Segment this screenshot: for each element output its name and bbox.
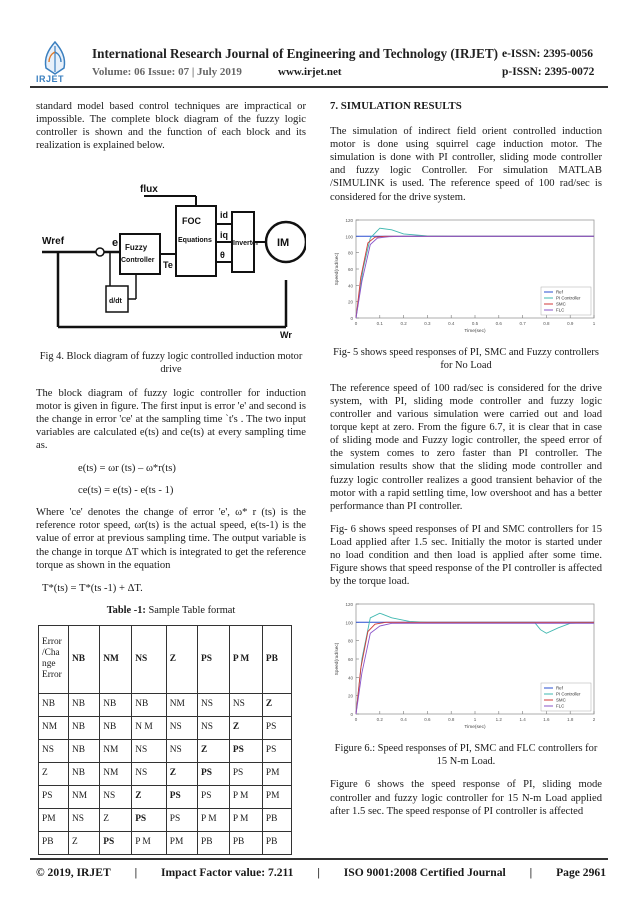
fuzzy-rule-table — [38, 625, 292, 855]
diagram-label-fuzzy: Fuzzy — [125, 243, 148, 253]
fig4-block-diagram — [36, 162, 306, 342]
header-divider — [30, 86, 608, 88]
table-cell: PM — [39, 808, 69, 831]
table-cell: P M — [132, 831, 167, 854]
table-cell: Z — [39, 762, 69, 785]
block-diagram-svg — [36, 162, 306, 342]
fig6-chart-container — [330, 598, 602, 734]
table-cell: PM — [262, 785, 291, 808]
table-header-cell: NM — [100, 625, 132, 693]
fig5-chart-container — [330, 214, 602, 338]
table-cell: PS — [262, 716, 291, 739]
x-tick-label: 1.8 — [567, 717, 574, 723]
diagram-label-im: IM — [277, 237, 290, 250]
table-cell: Z — [229, 716, 262, 739]
table-cell: NB — [69, 716, 100, 739]
equation-error: e(ts) = ωr (ts) – ω*r(ts) — [78, 463, 176, 475]
table-cell: NB — [69, 693, 100, 716]
fig5-speed-chart — [330, 214, 602, 338]
legend-entry: SMC — [556, 697, 566, 703]
x-tick-label: 0.4 — [448, 320, 455, 326]
fig5-caption: Fig- 5 shows speed responses of PI, SMC and Fuzzy controllers for No Load — [333, 346, 599, 371]
legend-box — [541, 287, 591, 315]
diagram-label-ddt: d/dt — [109, 298, 122, 306]
table-cell: PM — [166, 831, 197, 854]
x-tick-label: 0.9 — [567, 320, 574, 326]
table-cell: PS — [262, 739, 291, 762]
table-header-cell: NS — [132, 625, 167, 693]
diagram-label-te: Te — [163, 260, 173, 271]
y-axis-label: Speed(rad/sec) — [335, 642, 340, 676]
y-tick-label: 80 — [347, 638, 353, 644]
y-tick-label: 120 — [345, 602, 353, 608]
no-load-paragraph: The reference speed of 100 rad/sec is considered for the drive system, with PI, sliding mode controller and fuzzy logic controller and various simulation were carried out and load torque kept at zero. From the figure 6.7, it is clear that in case of sliding mode and Fuzzy logic controller, the speed error of the system comes to zero faster than PI controller. The simulation results show that the sliding mode controller and fuzzy logic controller realizes a good transient behavior of the motor with a rapid settling time, low overshoot and has a better performance than PI controller. — [330, 382, 602, 512]
table-row — [39, 739, 292, 762]
legend-box — [541, 683, 591, 711]
diagram-label-id: id — [220, 210, 228, 221]
diagram-label-wr: Wr — [280, 330, 292, 341]
x-tick-label: 0.4 — [400, 717, 407, 723]
load-paragraph: Fig- 6 shows speed responses of PI and SMC controllers for 15 Load applied after 1.5 sec. Initially the motor is started under no load condition and then load is applied after some time. Figure shows that speed response of the PI controller is affected by the torque load. — [330, 523, 602, 588]
equation-change-error: ce(ts) = e(ts) - e(ts - 1) — [78, 485, 174, 497]
diagram-label-foc: FOC — [182, 216, 201, 227]
legend-entry: FLC — [556, 307, 565, 313]
table-cell: Z — [262, 693, 291, 716]
table-cell: NS — [166, 716, 197, 739]
table-cell: NM — [39, 716, 69, 739]
table-cell: NS — [100, 785, 132, 808]
table-cell: Z — [132, 785, 167, 808]
fig6-paragraph: Figure 6 shows the speed response of PI, sliding mode controller and fuzzy logic controller for 15 N-m Load applied after 1.5 sec. The speed response of PI controller is affected — [330, 779, 602, 817]
table-label: Table -1: — [106, 604, 146, 616]
page-footer — [36, 866, 606, 879]
table-cell: NS — [132, 762, 167, 785]
table-cell: NM — [69, 785, 100, 808]
fig6-speed-chart — [330, 598, 602, 734]
table-cell: Z — [197, 739, 229, 762]
equation-torque: T*(ts) = T*(ts -1) + ΔT. — [42, 582, 143, 594]
y-tick-label: 20 — [347, 299, 353, 305]
table-cell: PS — [39, 785, 69, 808]
x-tick-label: 0.6 — [495, 320, 502, 326]
footer-divider — [30, 858, 608, 860]
table-cell: PB — [197, 831, 229, 854]
legend-entry: PI Controller — [556, 691, 581, 697]
table-cell: NB — [69, 739, 100, 762]
x-tick-label: 0.3 — [424, 320, 431, 326]
y-tick-label: 60 — [347, 266, 353, 272]
x-tick-label: 1.2 — [495, 717, 502, 723]
table-cell: PS — [197, 785, 229, 808]
footer-copyright: © 2019, IRJET — [36, 866, 111, 879]
diagram-label-controller: Controller — [121, 257, 155, 265]
footer-separator: | — [529, 866, 533, 879]
table-cell: NS — [132, 739, 167, 762]
table-cell: PS — [132, 808, 167, 831]
table-header-cell: P M — [229, 625, 262, 693]
table-header-cell: Error /Cha nge Error — [39, 625, 69, 693]
table-header-cell: NB — [69, 625, 100, 693]
table-cell: NS — [39, 739, 69, 762]
table-title — [36, 604, 306, 617]
p-issn: p-ISSN: 2395-0072 — [502, 66, 595, 78]
y-tick-label: 40 — [347, 282, 353, 288]
diagram-label-theta: θ — [220, 250, 225, 261]
e-issn: e-ISSN: 2395-0056 — [502, 48, 594, 60]
table-cell: Z — [166, 762, 197, 785]
footer-page-number: Page 2961 — [556, 866, 606, 879]
table-cell: PS — [197, 762, 229, 785]
table-cell: PB — [229, 831, 262, 854]
logo-text: IRJET — [36, 74, 65, 84]
x-axis-label: Time(sec) — [464, 328, 486, 334]
where-paragraph: Where 'ce' denotes the change of error 'e', ω* r (ts) is the reference rotor speed, ωr(ts) is the actual speed, e(ts-1) is the value of error at previous sampling time. The output variable is the change in torque ΔT which is integrated to get the reference torque as shown in the equation — [36, 507, 306, 571]
table-title-text: Sample Table format — [145, 604, 236, 616]
table-cell: NM — [100, 739, 132, 762]
x-tick-label: 0.2 — [376, 717, 383, 723]
diagram-label-e: e — [112, 237, 119, 250]
table-header-cell: PS — [197, 625, 229, 693]
x-tick-label: 0.2 — [400, 320, 407, 326]
y-tick-label: 120 — [345, 217, 353, 223]
x-tick-label: 0.1 — [376, 320, 383, 326]
journal-title: International Research Journal of Engineering and Technology (IRJET) — [92, 46, 499, 61]
table-cell: PS — [100, 831, 132, 854]
legend-entry: Ref — [556, 685, 563, 691]
table-row — [39, 808, 292, 831]
table-cell: PS — [166, 785, 197, 808]
table-cell: PB — [262, 808, 291, 831]
y-tick-label: 100 — [345, 620, 353, 626]
footer-iso: ISO 9001:2008 Certified Journal — [343, 866, 506, 879]
x-tick-label: 0.5 — [471, 320, 479, 326]
footer-impact-factor: Impact Factor value: 7.211 — [161, 866, 294, 879]
x-tick-label: 0 — [354, 320, 358, 326]
x-tick-label: 1 — [592, 320, 596, 326]
y-tick-label: 100 — [345, 233, 353, 239]
diagram-label-wref: Wref — [42, 236, 65, 248]
x-tick-label: 0.6 — [424, 717, 431, 723]
x-tick-label: 1.4 — [519, 717, 526, 723]
table-cell: NS — [69, 808, 100, 831]
diagram-label-iq: iq — [220, 230, 228, 241]
y-tick-label: 20 — [347, 693, 353, 699]
table-cell: NB — [100, 716, 132, 739]
table-header-cell: Z — [166, 625, 197, 693]
x-tick-label: 0.8 — [543, 320, 550, 326]
y-axis-label: Speed(rad/sec) — [335, 252, 340, 286]
table-cell: Z — [69, 831, 100, 854]
table-cell: NS — [229, 693, 262, 716]
table-row — [39, 716, 292, 739]
table-cell: P M — [197, 808, 229, 831]
y-tick-label: 40 — [347, 675, 353, 681]
table-cell: NB — [39, 693, 69, 716]
y-tick-label: 0 — [350, 315, 353, 321]
table-cell: Z — [100, 808, 132, 831]
x-tick-label: 0 — [354, 717, 358, 723]
diagram-label-equations: Equations — [178, 237, 212, 245]
table-cell: NB — [69, 762, 100, 785]
footer-separator: | — [317, 866, 320, 879]
simulation-paragraph: The simulation of indirect field orient controlled induction motor is done using squirrel cage induction motor. The simulation is done with PI controller, sliding mode controller and fuzzy logic Controller. For simulation MATLAB /SIMULINK is used. The reference speed of 100 rad/sec is considered for the drive system. — [330, 126, 602, 203]
section-title: 7. SIMULATION RESULTS — [330, 100, 462, 112]
table-cell: PM — [262, 762, 291, 785]
left-column — [36, 100, 306, 855]
intro-paragraph: standard model based control techniques are impractical or impossible. The complete block diagram of the fuzzy logic controller is shown and the function of each block and its realization is explained below. — [36, 101, 306, 152]
x-tick-label: 1.6 — [543, 717, 550, 723]
table-cell: NM — [100, 762, 132, 785]
table-cell: NB — [100, 693, 132, 716]
table-header-cell: PB — [262, 625, 291, 693]
y-tick-label: 0 — [350, 712, 353, 718]
table-header-row — [39, 625, 292, 693]
table-row — [39, 785, 292, 808]
table-cell: PS — [229, 762, 262, 785]
table-row — [39, 762, 292, 785]
legend-entry: FLC — [556, 703, 565, 709]
fig4-caption: Fig 4. Block diagram of fuzzy logic controlled induction motor drive — [39, 351, 303, 376]
table-cell: NB — [132, 693, 167, 716]
table-cell: NS — [197, 693, 229, 716]
footer-separator: | — [134, 866, 138, 879]
legend-entry: Ref — [556, 289, 563, 295]
table-row — [39, 831, 292, 854]
legend-entry: SMC — [556, 301, 566, 307]
page-header — [0, 0, 638, 88]
block-diagram-paragraph: The block diagram of fuzzy logic controller for induction motor is given in figure. The first input is error 'e' and second is the change in error 'ce' at the sampling time `t's . The two input variables are calculated e(ts) and ce(ts) at every sampling time as. — [36, 387, 306, 451]
right-column — [330, 100, 602, 828]
table-cell: NS — [166, 739, 197, 762]
table-cell: PB — [262, 831, 291, 854]
x-tick-label: 1 — [473, 717, 477, 723]
y-tick-label: 80 — [347, 250, 353, 256]
table-cell: NM — [166, 693, 197, 716]
x-axis-label: Time(sec) — [464, 725, 486, 731]
x-tick-label: 0.7 — [519, 320, 526, 326]
table-cell: PS — [229, 739, 262, 762]
legend-entry: PI Controller — [556, 295, 581, 301]
table-cell: NS — [197, 716, 229, 739]
table-row — [39, 693, 292, 716]
y-tick-label: 60 — [347, 657, 353, 663]
fig6-caption: Figure 6.: Speed responses of PI, SMC and FLC controllers for 15 N-m Load. — [334, 743, 598, 768]
table-cell: N M — [132, 716, 167, 739]
table-cell: P M — [229, 808, 262, 831]
table-cell: PB — [39, 831, 69, 854]
diagram-label-inverter: Inverter — [233, 240, 259, 248]
volume-issue: Volume: 06 Issue: 07 | July 2019 — [92, 66, 242, 78]
diagram-label-flux: flux — [140, 184, 158, 196]
x-tick-label: 2 — [592, 717, 596, 723]
table-cell: P M — [229, 785, 262, 808]
x-tick-label: 0.8 — [448, 717, 455, 723]
table-cell: PS — [166, 808, 197, 831]
website-link[interactable]: www.irjet.net — [278, 66, 342, 78]
